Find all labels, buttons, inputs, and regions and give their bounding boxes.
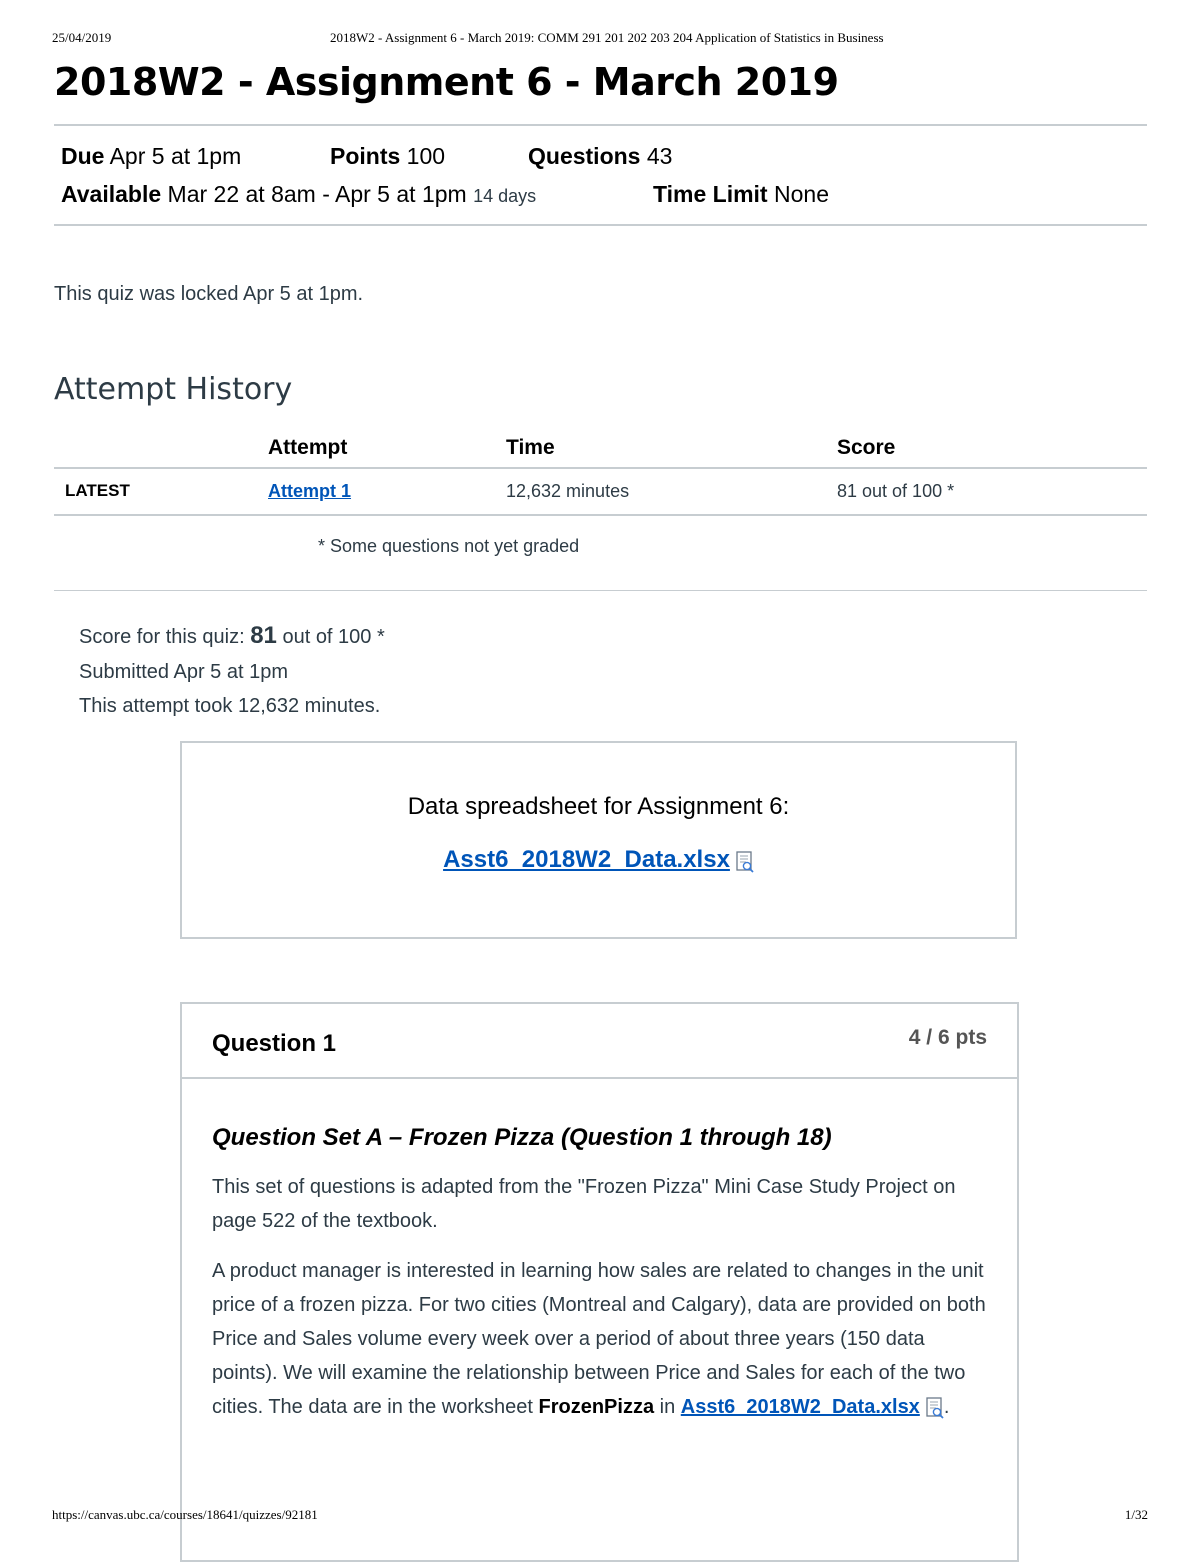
questions-label: Questions (528, 143, 641, 169)
paragraph-text: in (659, 1396, 676, 1418)
data-spreadsheet-box (180, 741, 1017, 939)
question-header (182, 1004, 1017, 1079)
table-header-divider (54, 467, 1147, 469)
print-url: https://canvas.ubc.ca/courses/18641/quizzes/92181 (52, 1507, 318, 1522)
available-label: Available (61, 181, 162, 207)
question-card (180, 1002, 1019, 1562)
pdf-print-footer (52, 1507, 1148, 1527)
divider (54, 590, 1147, 591)
question-paragraph: This set of questions is adapted from the "Frozen Pizza" Mini Case Study Project on page 522 of the textbook. (212, 1176, 956, 1232)
print-date: 25/04/2019 (52, 30, 112, 45)
divider (54, 124, 1147, 126)
time-limit-label: Time Limit (653, 181, 768, 207)
divider (54, 224, 1147, 226)
column-header-time: Time (506, 436, 555, 459)
spreadsheet-preview-icon[interactable] (926, 1396, 944, 1418)
due-info (61, 143, 241, 170)
data-file-link[interactable]: Asst6_2018W2_Data.xlsx (680, 1396, 920, 1418)
divider (54, 514, 1147, 516)
score-cell: 81 out of 100 * (837, 481, 955, 501)
questions-value: 43 (646, 143, 673, 169)
available-info (61, 181, 536, 208)
points-label: Points (330, 143, 401, 169)
data-file-link[interactable]: Asst6_2018W2_Data.xlsx (443, 846, 730, 873)
question-set-title: Question Set A – Frozen Pizza (Question 1 through 18) (212, 1124, 832, 1151)
attempt-link[interactable]: Attempt 1 (268, 481, 352, 501)
paragraph-text: A product manager is interested in learning how sales are related to changes in the unit price of a frozen pizza. For two cities (Montreal and Calgary), data are provided on both Price and Sales volume every week over a period of about three years (150 data points). We will examine the relationship between Price and Sales for each of the two cities. The data are in the worksheet (212, 1260, 986, 1418)
points-value: 100 (406, 143, 446, 169)
question-title: Question 1 (212, 1030, 337, 1057)
question-paragraph (212, 1254, 987, 1424)
column-header-score: Score (837, 436, 896, 459)
spreadsheet-preview-icon[interactable] (736, 851, 754, 873)
print-doc-title: 2018W2 - Assignment 6 - March 2019: COMM 291 201 202 203 204 Application of Statistics in Business (330, 30, 884, 45)
points-info (330, 143, 445, 170)
score-suffix: out of 100 * (282, 626, 385, 648)
time-cell: 12,632 minutes (506, 481, 630, 501)
column-header-attempt: Attempt (268, 436, 348, 459)
locked-message: This quiz was locked Apr 5 at 1pm. (54, 283, 364, 305)
attempt-duration: This attempt took 12,632 minutes. (79, 695, 381, 717)
score-value: 81 (250, 622, 277, 649)
score-prefix: Score for this quiz: (79, 626, 245, 648)
page-title: 2018W2 - Assignment 6 - March 2019 (54, 60, 839, 104)
print-page-number: 1/32 (1124, 1507, 1148, 1522)
questions-info (528, 143, 672, 170)
available-duration: 14 days (473, 186, 537, 206)
pdf-print-header (52, 30, 1148, 50)
time-limit-value: None (774, 181, 829, 207)
ungraded-footnote: * Some questions not yet graded (318, 536, 580, 556)
attempt-history-title: Attempt History (54, 372, 293, 407)
data-spreadsheet-heading: Data spreadsheet for Assignment 6: (407, 793, 790, 820)
available-value: Mar 22 at 8am - Apr 5 at 1pm (167, 181, 467, 207)
quiz-score (79, 622, 385, 650)
due-value: Apr 5 at 1pm (109, 143, 242, 169)
worksheet-name: FrozenPizza (538, 1396, 655, 1418)
due-label: Due (61, 143, 105, 169)
latest-label: LATEST (65, 481, 130, 500)
paragraph-end: . (943, 1396, 950, 1418)
question-body (212, 1124, 987, 1440)
attempt-cell (268, 481, 351, 502)
submitted-info: Submitted Apr 5 at 1pm (79, 661, 289, 683)
data-file-row (182, 846, 1015, 874)
time-limit-info (653, 181, 829, 208)
question-points: 4 / 6 pts (908, 1026, 987, 1049)
